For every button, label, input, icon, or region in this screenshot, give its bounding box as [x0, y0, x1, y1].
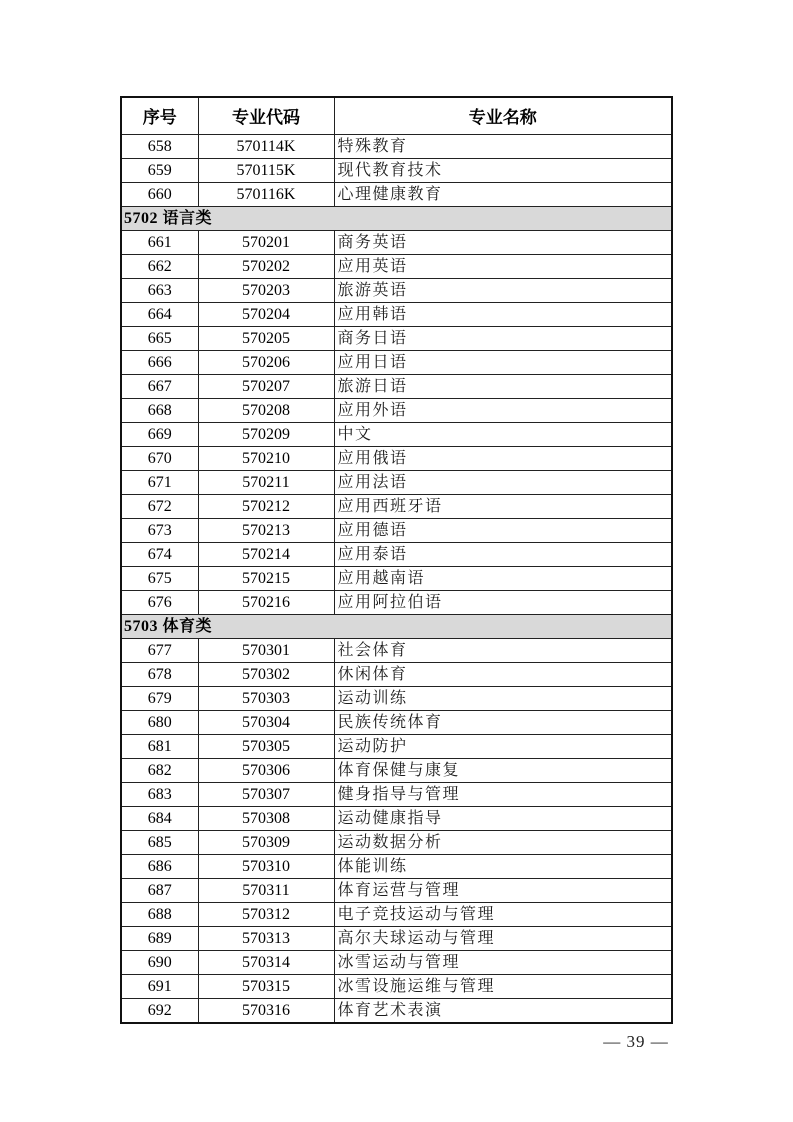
table-row	[121, 302, 672, 326]
major-name-cell: 商务日语	[334, 326, 672, 350]
row-serial-number: 671	[121, 470, 198, 494]
major-code-cell: 570314	[198, 950, 334, 974]
major-name-cell: 应用泰语	[334, 542, 672, 566]
major-name-cell: 体能训练	[334, 854, 672, 878]
major-name-cell: 运动数据分析	[334, 830, 672, 854]
row-serial-number: 665	[121, 326, 198, 350]
table-row	[121, 662, 672, 686]
table-row	[121, 158, 672, 182]
row-serial-number: 668	[121, 398, 198, 422]
row-serial-number: 691	[121, 974, 198, 998]
major-name-cell: 运动健康指导	[334, 806, 672, 830]
row-serial-number: 679	[121, 686, 198, 710]
major-code-cell: 570202	[198, 254, 334, 278]
major-name-cell: 社会体育	[334, 638, 672, 662]
major-name-cell: 健身指导与管理	[334, 782, 672, 806]
row-serial-number: 675	[121, 566, 198, 590]
table-row	[121, 230, 672, 254]
table-row	[121, 974, 672, 998]
row-serial-number: 692	[121, 998, 198, 1023]
row-serial-number: 672	[121, 494, 198, 518]
major-name-cell: 体育运营与管理	[334, 878, 672, 902]
major-code-cell: 570209	[198, 422, 334, 446]
major-code-cell: 570211	[198, 470, 334, 494]
major-name-cell: 体育保健与康复	[334, 758, 672, 782]
table-row	[121, 998, 672, 1023]
row-serial-number: 685	[121, 830, 198, 854]
table-row	[121, 278, 672, 302]
major-code-cell: 570308	[198, 806, 334, 830]
row-serial-number: 669	[121, 422, 198, 446]
major-name-cell: 电子竞技运动与管理	[334, 902, 672, 926]
table-row	[121, 398, 672, 422]
table-row	[121, 926, 672, 950]
major-code-cell: 570213	[198, 518, 334, 542]
major-code-cell: 570311	[198, 878, 334, 902]
table-row	[121, 854, 672, 878]
row-serial-number: 664	[121, 302, 198, 326]
major-code-cell: 570216	[198, 590, 334, 614]
major-name-cell: 民族传统体育	[334, 710, 672, 734]
row-serial-number: 659	[121, 158, 198, 182]
table-row	[121, 638, 672, 662]
row-serial-number: 666	[121, 350, 198, 374]
major-name-cell: 应用法语	[334, 470, 672, 494]
table-row	[121, 446, 672, 470]
major-name-cell: 应用俄语	[334, 446, 672, 470]
row-serial-number: 676	[121, 590, 198, 614]
table-row	[121, 878, 672, 902]
table-row	[121, 134, 672, 158]
major-code-cell: 570303	[198, 686, 334, 710]
table-row	[121, 254, 672, 278]
major-code-cell: 570313	[198, 926, 334, 950]
table-row	[121, 494, 672, 518]
major-name-cell: 旅游英语	[334, 278, 672, 302]
column-header-major-name: 专业名称	[334, 97, 672, 134]
major-name-cell: 应用德语	[334, 518, 672, 542]
row-serial-number: 662	[121, 254, 198, 278]
major-code-cell: 570114K	[198, 134, 334, 158]
major-code-cell: 570306	[198, 758, 334, 782]
major-name-cell: 中文	[334, 422, 672, 446]
major-code-cell: 570205	[198, 326, 334, 350]
major-name-cell: 商务英语	[334, 230, 672, 254]
major-code-cell: 570316	[198, 998, 334, 1023]
row-serial-number: 690	[121, 950, 198, 974]
major-code-cell: 570116K	[198, 182, 334, 206]
table-row	[121, 518, 672, 542]
column-header-serial: 序号	[121, 97, 198, 134]
row-serial-number: 663	[121, 278, 198, 302]
major-code-cell: 570214	[198, 542, 334, 566]
row-serial-number: 681	[121, 734, 198, 758]
header-row	[121, 97, 672, 134]
major-code-cell: 570305	[198, 734, 334, 758]
row-serial-number: 667	[121, 374, 198, 398]
major-code-cell: 570215	[198, 566, 334, 590]
major-code-cell: 570204	[198, 302, 334, 326]
table-row	[121, 950, 672, 974]
major-name-cell: 应用英语	[334, 254, 672, 278]
table-row	[121, 566, 672, 590]
major-name-cell: 应用外语	[334, 398, 672, 422]
major-name-cell: 应用韩语	[334, 302, 672, 326]
table-row	[121, 350, 672, 374]
table-row	[121, 470, 672, 494]
row-serial-number: 660	[121, 182, 198, 206]
table-row	[121, 806, 672, 830]
table-row	[121, 758, 672, 782]
table-row	[121, 590, 672, 614]
major-name-cell: 运动防护	[334, 734, 672, 758]
major-name-cell: 冰雪设施运维与管理	[334, 974, 672, 998]
major-code-cell: 570302	[198, 662, 334, 686]
section-row	[121, 614, 672, 638]
major-code-cell: 570212	[198, 494, 334, 518]
major-name-cell: 心理健康教育	[334, 182, 672, 206]
major-name-cell: 体育艺术表演	[334, 998, 672, 1023]
major-name-cell: 冰雪运动与管理	[334, 950, 672, 974]
table-row	[121, 686, 672, 710]
major-name-cell: 高尔夫球运动与管理	[334, 926, 672, 950]
section-label: 5703 体育类	[121, 614, 672, 638]
table-row	[121, 830, 672, 854]
major-name-cell: 旅游日语	[334, 374, 672, 398]
table-row	[121, 782, 672, 806]
major-code-cell: 570315	[198, 974, 334, 998]
page-number: — 39 —	[603, 1032, 669, 1051]
row-serial-number: 684	[121, 806, 198, 830]
table-row	[121, 902, 672, 926]
table-header	[121, 97, 672, 134]
column-header-major-code: 专业代码	[198, 97, 334, 134]
major-code-cell: 570309	[198, 830, 334, 854]
row-serial-number: 680	[121, 710, 198, 734]
row-serial-number: 673	[121, 518, 198, 542]
table-row	[121, 710, 672, 734]
table-body	[121, 134, 672, 1023]
major-name-cell: 休闲体育	[334, 662, 672, 686]
major-name-cell: 应用越南语	[334, 566, 672, 590]
row-serial-number: 678	[121, 662, 198, 686]
table-row	[121, 326, 672, 350]
row-serial-number: 682	[121, 758, 198, 782]
major-code-cell: 570115K	[198, 158, 334, 182]
row-serial-number: 670	[121, 446, 198, 470]
major-code-cell: 570203	[198, 278, 334, 302]
row-serial-number: 689	[121, 926, 198, 950]
majors-table	[120, 96, 673, 1024]
major-name-cell: 运动训练	[334, 686, 672, 710]
row-serial-number: 677	[121, 638, 198, 662]
row-serial-number: 683	[121, 782, 198, 806]
major-code-cell: 570310	[198, 854, 334, 878]
row-serial-number: 674	[121, 542, 198, 566]
table-row	[121, 422, 672, 446]
major-name-cell: 应用西班牙语	[334, 494, 672, 518]
table-row	[121, 182, 672, 206]
major-code-cell: 570304	[198, 710, 334, 734]
row-serial-number: 688	[121, 902, 198, 926]
major-name-cell: 应用阿拉伯语	[334, 590, 672, 614]
table-row	[121, 542, 672, 566]
major-code-cell: 570201	[198, 230, 334, 254]
row-serial-number: 661	[121, 230, 198, 254]
major-code-cell: 570307	[198, 782, 334, 806]
table-row	[121, 374, 672, 398]
major-code-cell: 570210	[198, 446, 334, 470]
section-label: 5702 语言类	[121, 206, 672, 230]
major-code-cell: 570207	[198, 374, 334, 398]
table-row	[121, 734, 672, 758]
row-serial-number: 686	[121, 854, 198, 878]
major-name-cell: 应用日语	[334, 350, 672, 374]
major-code-cell: 570206	[198, 350, 334, 374]
row-serial-number: 687	[121, 878, 198, 902]
row-serial-number: 658	[121, 134, 198, 158]
major-code-cell: 570301	[198, 638, 334, 662]
major-code-cell: 570208	[198, 398, 334, 422]
major-name-cell: 现代教育技术	[334, 158, 672, 182]
section-row	[121, 206, 672, 230]
major-code-cell: 570312	[198, 902, 334, 926]
major-name-cell: 特殊教育	[334, 134, 672, 158]
